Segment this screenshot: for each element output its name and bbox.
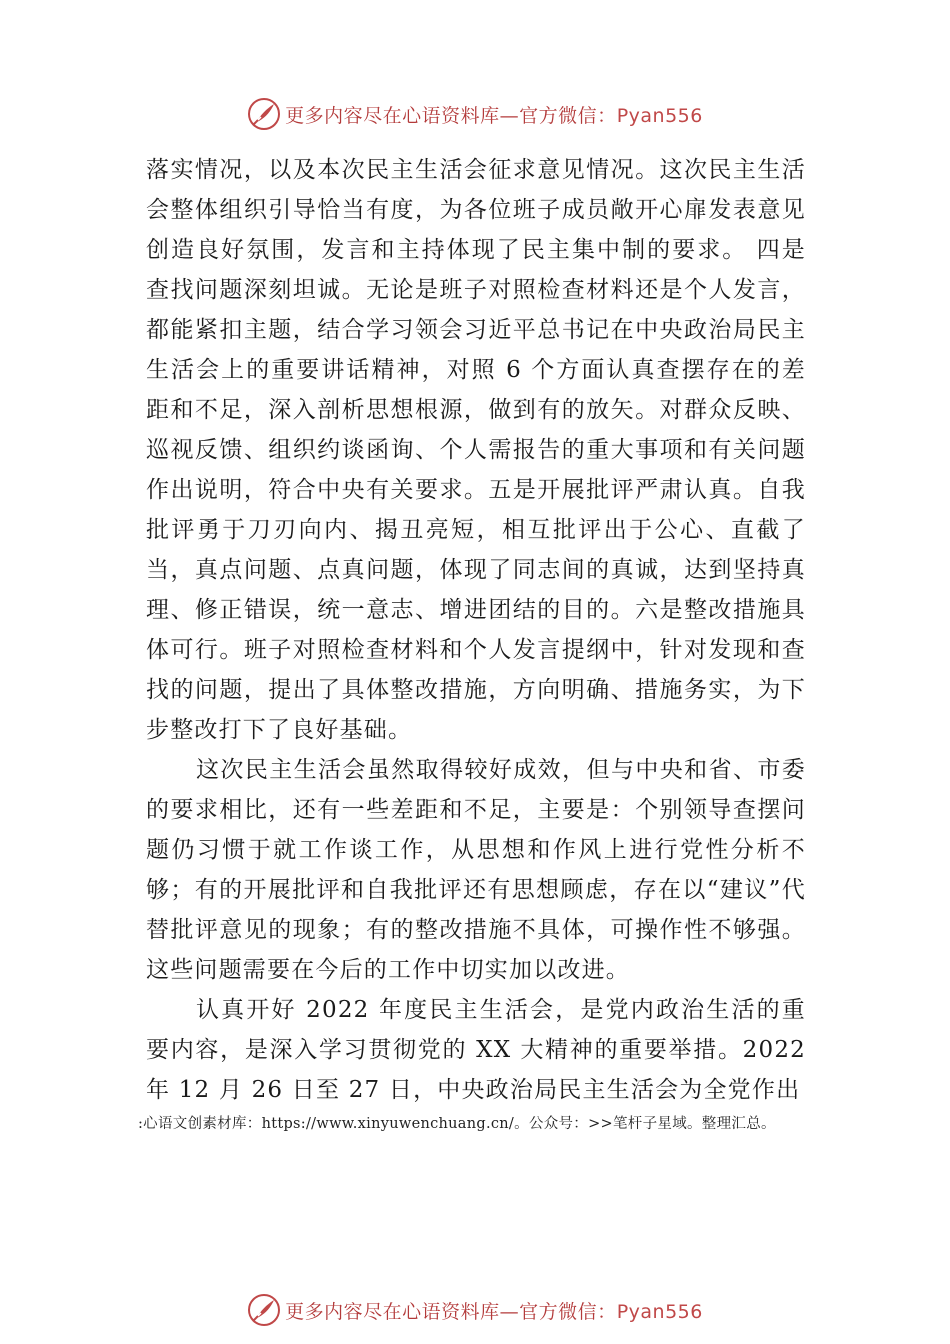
banner-account: Pyan556 <box>616 1300 703 1323</box>
footer-banner <box>0 1290 950 1330</box>
quill-pen-logo-icon <box>247 97 281 131</box>
banner-text <box>285 1297 703 1324</box>
banner-dash: — <box>499 1300 520 1323</box>
body-paragraph-2: 这次民主生活会虽然取得较好成效，但与中央和省、市委的要求相比，还有一些差距和不足，主要是：个别领导查摆问题仍习惯于就工作谈工作，从思想和作风上进行党性分析不够；有的开展批评和自我批评还有思想顾虑，存在以“建议”代替批评意见的现象；有的整改措施不具体，可操作性不够强。这些问题需要在今后的工作中切实加以改进。 <box>146 757 806 983</box>
source-footnote: :心语文创素材库：https://www.xinyuwenchuang.cn/。公众号：>>笔杆子星域。整理汇总。 <box>138 1116 776 1132</box>
banner-dash: — <box>499 104 520 127</box>
banner-slogan: 更多内容尽在心语资料库 <box>285 104 500 127</box>
banner-wechat-label: 官方微信： <box>519 104 617 127</box>
body-paragraph-3: 认真开好 2022 年度民主生活会，是党内政治生活的重要内容，是深入学习贯彻党的 XX 大精神的重要举措。2022 年 12 月 26 日至 27 日，中央政治局民主生活会为全党作出 <box>146 997 806 1103</box>
body-paragraph-1: 落实情况，以及本次民主生活会征求意见情况。这次民主生活会整体组织引导恰当有度，为各位班子成员敞开心扉发表意见创造良好氛围，发言和主持体现了民主集中制的要求。 四是查找问题深刻坦诚。无论是班子对照检查材料还是个人发言，都能紧扣主题，结合学习领会习近平总书记在中央政治局民主生活会上的重要讲话精神，对照 6 个方面认真查摆存在的差距和不足，深入剖析思想根源，做到有的放矢。对群众反映、巡视反馈、组织约谈函询、个人需报告的重大事项和有关问题作出说明，符合中央有关要求。五是开展批评严肃认真。自我批评勇于刀刃向内、揭丑亮短，相互批评出于公心、直截了当，真点问题、点真问题，体现了同志间的真诚，达到坚持真理、修正错误，统一意志、增进团结的目的。六是整改措施具体可行。班子对照检查材料和个人发言提纲中，针对发现和查找的问题，提出了具体整改措施，方向明确、措施务实，为下步整改打下了良好基础。 <box>146 157 806 743</box>
quill-pen-logo-icon <box>247 1293 281 1327</box>
banner-wechat-label: 官方微信： <box>519 1300 617 1323</box>
banner-text <box>285 101 703 128</box>
header-banner <box>0 94 950 134</box>
banner-account: Pyan556 <box>616 104 703 127</box>
document-body <box>146 150 806 1110</box>
banner-slogan: 更多内容尽在心语资料库 <box>285 1300 500 1323</box>
